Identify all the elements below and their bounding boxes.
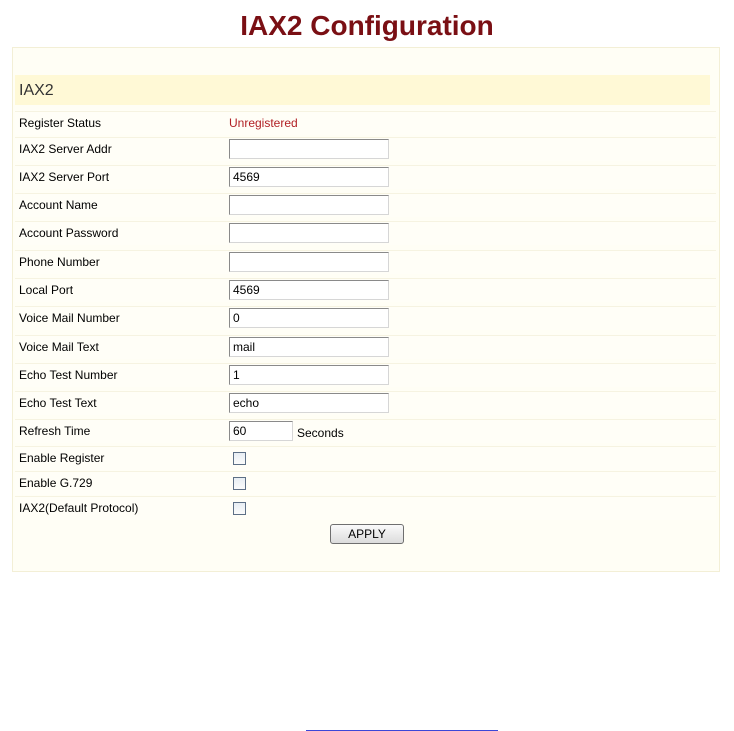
refresh-time-input[interactable] xyxy=(229,421,293,441)
register-status-value: Unregistered xyxy=(229,116,298,130)
refresh-time-label: Refresh Time xyxy=(19,424,91,438)
iax2-default-protocol-row xyxy=(15,496,716,520)
enable-register-row xyxy=(15,446,716,470)
phone-number-label: Phone Number xyxy=(19,255,100,269)
phone-number-row xyxy=(15,250,716,274)
section-header xyxy=(15,75,710,105)
page-title: IAX2 Configuration xyxy=(240,10,494,41)
account-name-label: Account Name xyxy=(19,198,98,212)
account-password-label: Account Password xyxy=(19,226,119,240)
enable-register-checkbox[interactable] xyxy=(233,452,246,465)
account-password-row xyxy=(15,221,716,245)
echo-test-number-label: Echo Test Number xyxy=(19,368,118,382)
voice-mail-number-label: Voice Mail Number xyxy=(19,311,120,325)
voice-mail-text-label: Voice Mail Text xyxy=(19,340,99,354)
account-password-input[interactable] xyxy=(229,223,389,243)
local-port-input[interactable] xyxy=(229,280,389,300)
server-addr-label: IAX2 Server Addr xyxy=(19,142,112,156)
iax2-default-protocol-label: IAX2(Default Protocol) xyxy=(19,501,139,515)
account-name-input[interactable] xyxy=(229,195,389,215)
apply-button[interactable]: APPLY xyxy=(330,524,404,544)
phone-number-input[interactable] xyxy=(229,252,389,272)
echo-test-text-label: Echo Test Text xyxy=(19,396,97,410)
echo-test-number-row xyxy=(15,363,716,387)
local-port-label: Local Port xyxy=(19,283,74,297)
section-title: IAX2 xyxy=(19,82,54,99)
refresh-time-unit: Seconds xyxy=(297,426,344,440)
enable-g729-checkbox[interactable] xyxy=(233,477,246,490)
voice-mail-text-input[interactable] xyxy=(229,337,389,357)
refresh-time-row xyxy=(15,419,716,443)
iax2-default-protocol-checkbox[interactable] xyxy=(233,502,246,515)
server-port-row xyxy=(15,165,716,189)
enable-g729-row xyxy=(15,471,716,495)
register-status-label: Register Status xyxy=(19,116,102,130)
voice-mail-number-row xyxy=(15,306,716,330)
server-port-label: IAX2 Server Port xyxy=(19,170,110,184)
echo-test-number-input[interactable] xyxy=(229,365,389,385)
echo-test-text-row xyxy=(15,391,716,415)
voice-mail-text-row xyxy=(15,335,716,359)
enable-register-label: Enable Register xyxy=(19,451,105,465)
server-addr-row xyxy=(15,137,716,161)
register-status-row xyxy=(15,111,716,135)
local-port-row xyxy=(15,278,716,302)
echo-test-text-input[interactable] xyxy=(229,393,389,413)
server-addr-input[interactable] xyxy=(229,139,389,159)
account-name-row xyxy=(15,193,716,217)
voice-mail-number-input[interactable] xyxy=(229,308,389,328)
server-port-input[interactable] xyxy=(229,167,389,187)
enable-g729-label: Enable G.729 xyxy=(19,476,93,490)
